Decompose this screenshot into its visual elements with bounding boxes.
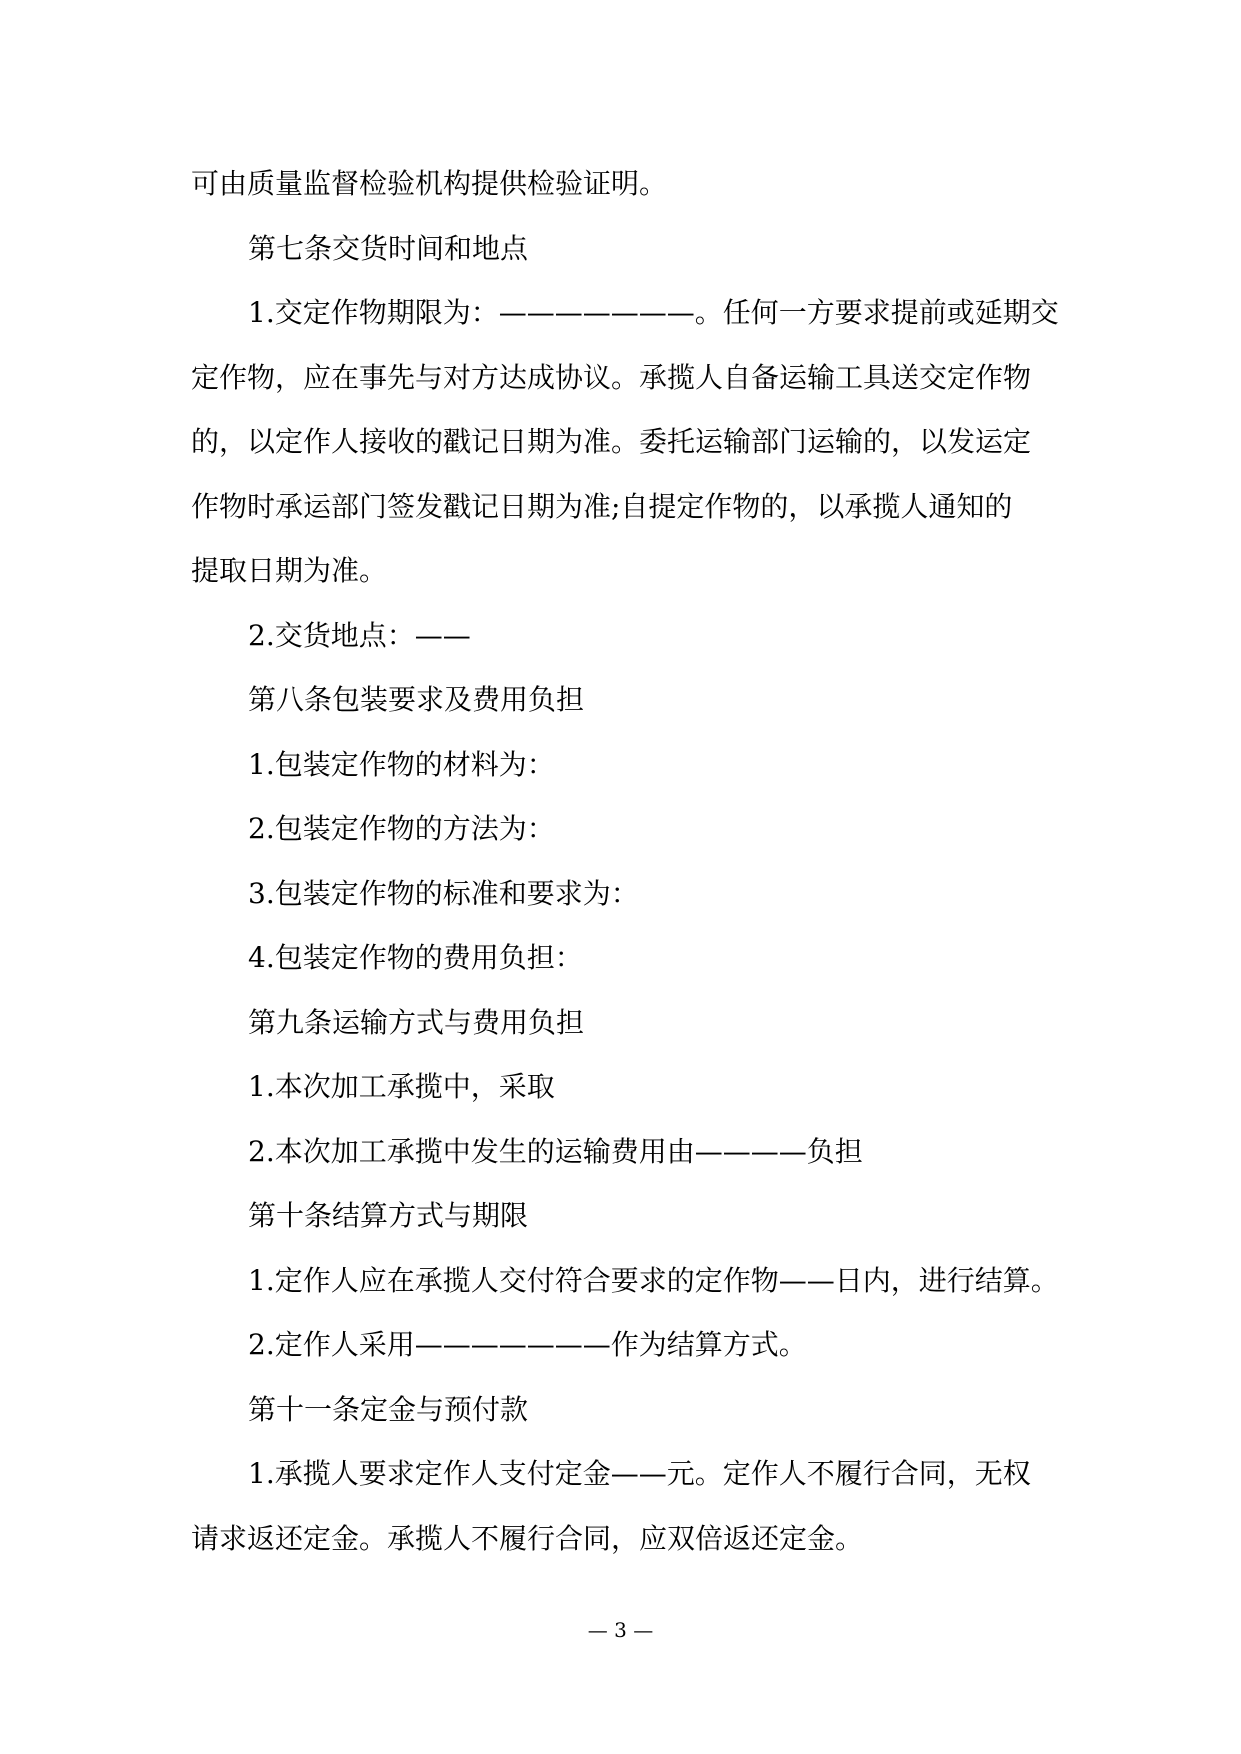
text-line: 作物时承运部门签发戳记日期为准;自提定作物的，以承揽人通知的 bbox=[191, 489, 1013, 523]
section-heading: 第十条结算方式与期限 bbox=[248, 1199, 529, 1232]
text-line: 1.定作人应在承揽人交付符合要求的定作物——日内，进行结算。 bbox=[248, 1263, 1059, 1297]
text-line: 2.交货地点：—— bbox=[248, 618, 471, 652]
text-line: 1.承揽人要求定作人支付定金——元。定作人不履行合同，无权 bbox=[248, 1457, 1031, 1490]
section-heading: 第十一条定金与预付款 bbox=[248, 1392, 529, 1426]
page-number: — 3 — bbox=[587, 1618, 654, 1642]
section-heading: 第七条交货时间和地点 bbox=[248, 231, 529, 265]
text-line: 2.包装定作物的方法为： bbox=[248, 812, 555, 845]
text-line: 的，以定作人接收的戳记日期为准。委托运输部门运输的，以发运定 bbox=[191, 425, 1032, 458]
text-line: 提取日期为准。 bbox=[191, 554, 388, 587]
text-line: 定作物，应在事先与对方达成协议。承揽人自备运输工具送交定作物 bbox=[191, 360, 1032, 394]
text-line: 1.包装定作物的材料为： bbox=[248, 747, 555, 781]
text-line: 2.本次加工承揽中发生的运输费用由————负担 bbox=[248, 1134, 863, 1168]
document-body bbox=[191, 152, 1057, 1571]
section-heading: 第八条包装要求及费用负担 bbox=[248, 683, 585, 716]
text-line: 可由质量监督检验机构提供检验证明。 bbox=[191, 167, 668, 200]
section-heading: 第九条运输方式与费用负担 bbox=[248, 1005, 585, 1039]
text-line: 2.定作人采用———————作为结算方式。 bbox=[248, 1328, 807, 1361]
text-line: 4.包装定作物的费用负担： bbox=[248, 941, 583, 974]
text-line: 请求返还定金。承揽人不履行合同，应双倍返还定金。 bbox=[191, 1521, 864, 1555]
text-line: 1.本次加工承揽中，采取 bbox=[248, 1070, 555, 1103]
text-line: 1.交定作物期限为：———————。任何一方要求提前或延期交 bbox=[248, 296, 1059, 329]
text-line: 3.包装定作物的标准和要求为： bbox=[248, 876, 639, 910]
